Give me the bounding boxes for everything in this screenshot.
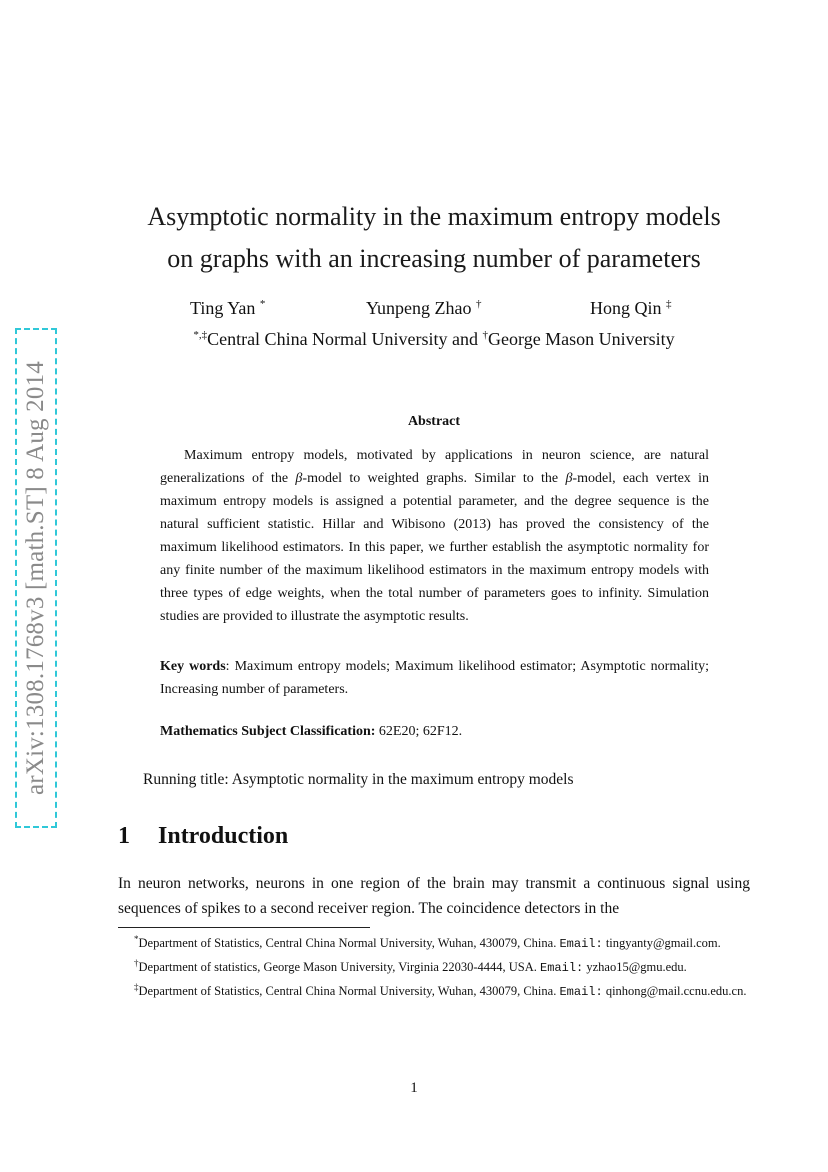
section-number: 1	[118, 823, 130, 849]
footnotes	[118, 930, 750, 1002]
author-3: Hong Qin ‡	[590, 298, 672, 318]
arxiv-sidebar-stamp	[15, 328, 57, 828]
footnote-rule	[118, 927, 370, 928]
running-title: Running title: Asymptotic normality in the maximum entropy models	[143, 771, 574, 788]
abstract-text: Maximum entropy models, motivated by applications in neuron science, are natural generalizations of the β-model to weighted graphs. Similar to the β-model, each vertex in maximum entropy models is assigned a potential parameter, and the degree sequence is the natural sufficient statistic. Hillar and Wibisono (2013) has proved the consistency of the maximum likelihood estimators. In this paper, we further establish the asymptotic normality for any finite number of the maximum likelihood estimators in the maximum entropy models with three types of edge weights, when the total number of parameters goes to infinity. Simulation studies are provided to illustrate the asymptotic results.	[160, 448, 709, 624]
keywords: Key words: Maximum entropy models; Maximum likelihood estimator; Asymptotic normality; Increasing number of parameters.	[160, 659, 709, 697]
section-title: Introduction	[158, 823, 289, 849]
footnote-3: ‡Department of Statistics, Central China Normal University, Wuhan, 430079, China. Email: qinhong@mail.ccnu.edu.cn.	[134, 982, 747, 1000]
arxiv-identifier: arXiv:1308.1768v3 [math.ST] 8 Aug 2014	[22, 361, 49, 795]
section-heading	[118, 823, 288, 850]
abstract-heading: Abstract	[407, 414, 461, 429]
title-line-1: Asymptotic normality in the maximum entropy models	[147, 202, 721, 231]
author-2: Yunpeng Zhao †	[366, 298, 482, 318]
footnote-1: *Department of Statistics, Central China Normal University, Wuhan, 430079, China. Email: tingyanty@gmail.com.	[134, 934, 721, 952]
paper-title	[100, 196, 768, 280]
title-line-2: on graphs with an increasing number of parameters	[167, 244, 701, 273]
introduction-paragraph: In neuron networks, neurons in one region of the brain may transmit a continuous signal using sequences of spikes to a second receiver region. The coincidence detectors in the	[118, 875, 750, 917]
subject-classification: Mathematics Subject Classification: 62E20; 62F12.	[160, 724, 463, 739]
author-1: Ting Yan *	[190, 298, 266, 318]
footnote-2: †Department of statistics, George Mason University, Virginia 22030-4444, USA. Email: yzhao15@gmu.edu.	[134, 958, 687, 976]
affiliations: *,‡Central China Normal University and †George Mason University	[193, 329, 675, 349]
page-number: 1	[410, 1080, 418, 1096]
